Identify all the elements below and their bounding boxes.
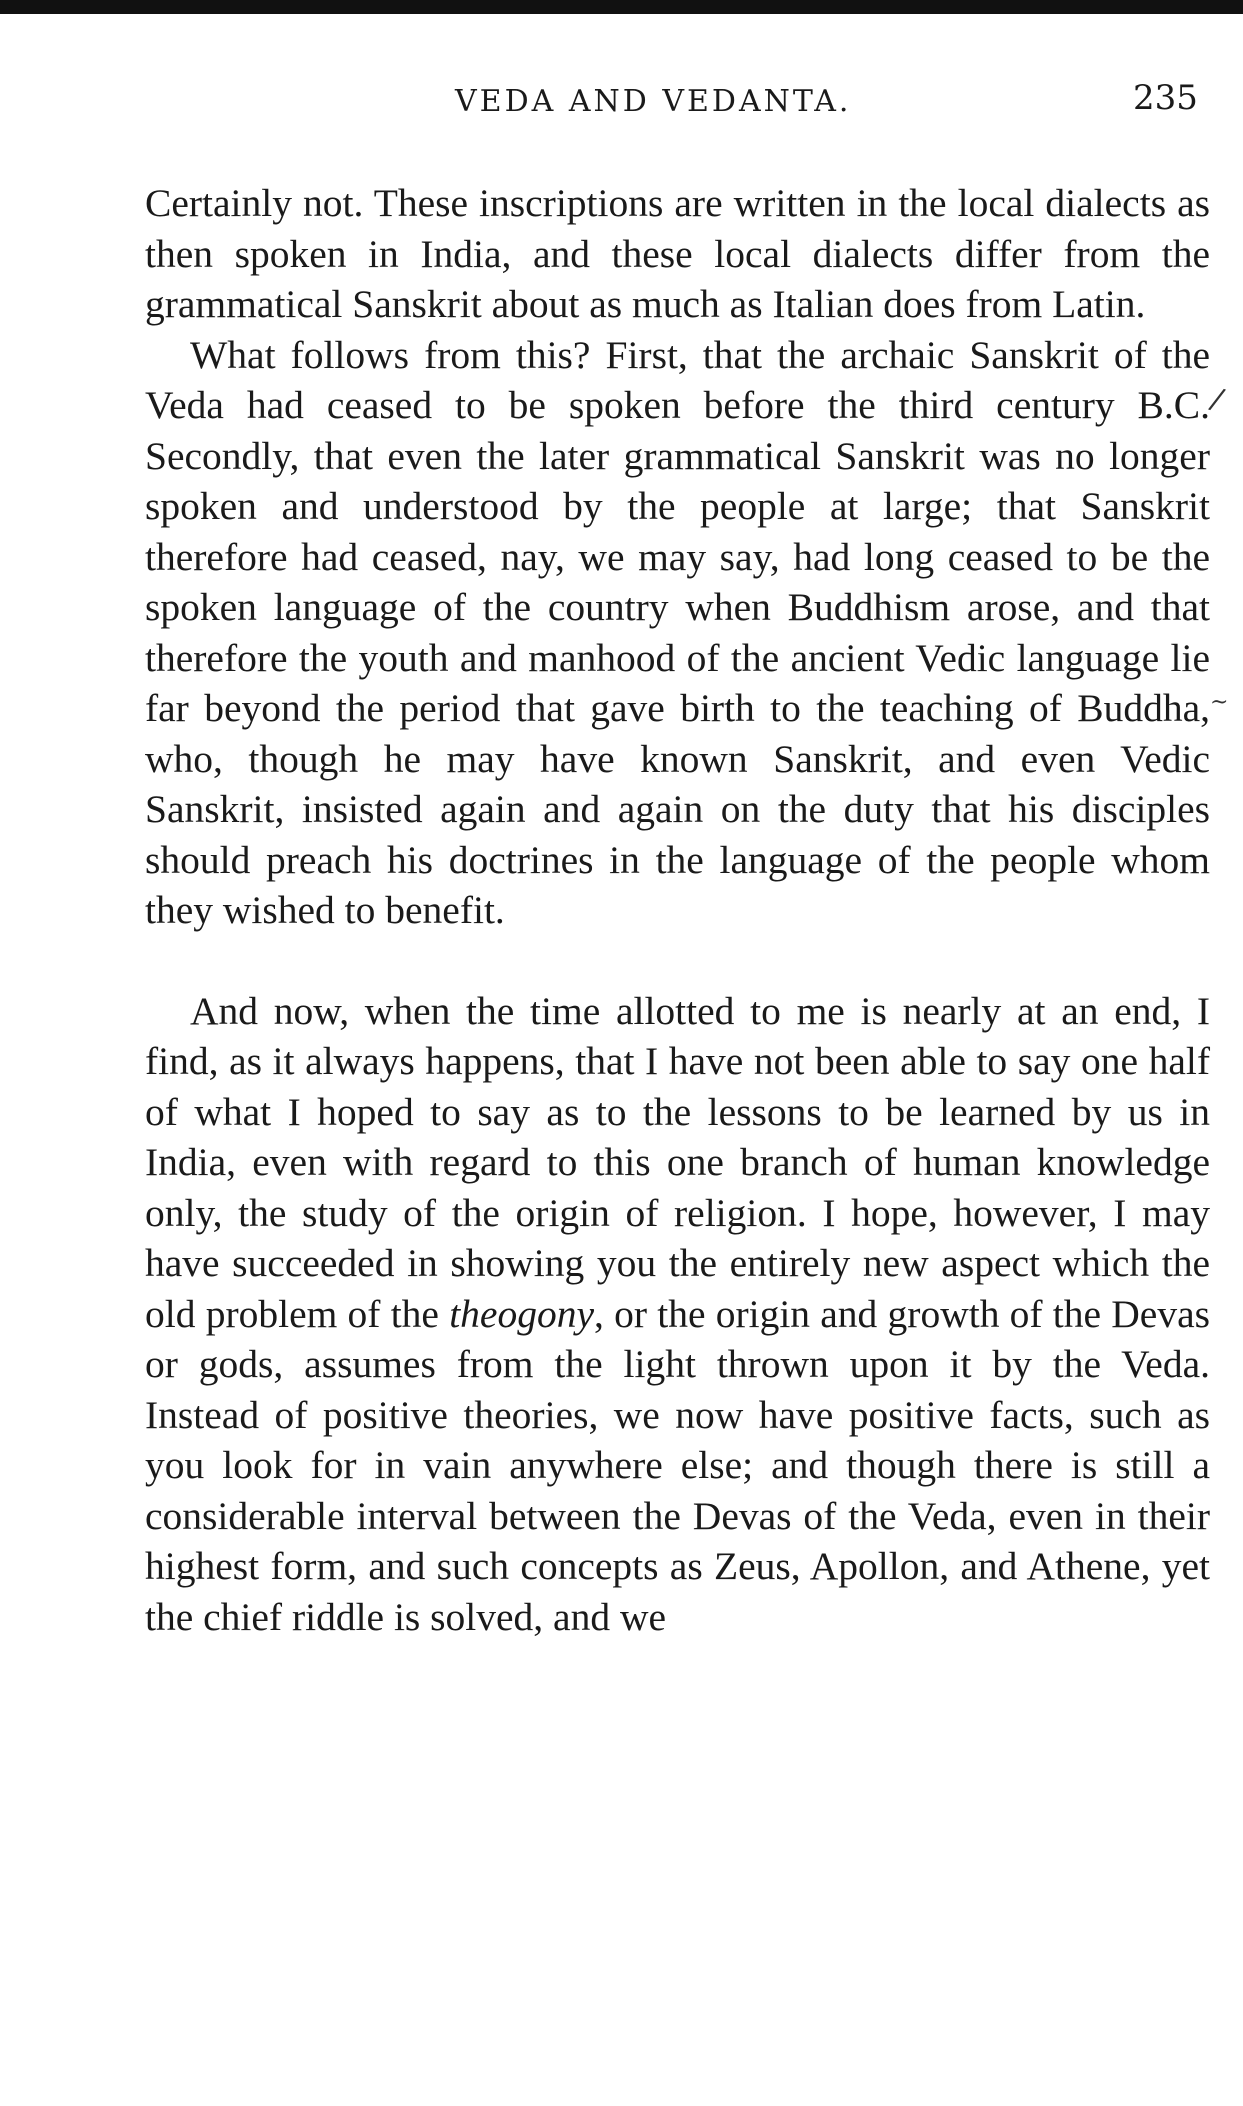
page-number: 235 (1133, 78, 1198, 118)
paragraph-1: Certainly not. These inscriptions are written in the local dialects as then spoken in India, and these local dialects differ from the grammatical Sanskrit about as much as Italian does from Latin. (145, 181, 1210, 326)
paragraph-3 (145, 986, 1210, 1643)
paragraph-2: What follows from this? First, that the archaic Sanskrit of the Veda had ceased to be spoken before the third century B.C. Secondly, that even the later grammatical Sanskrit was no longer spoken and understood by the people at large; that Sanskrit therefore had ceased, nay, we may say, had long ceased to be the spoken language of the country when Buddhism arose, and that therefore the youth and manhood of the ancient Vedic language lie far beyond the period that gave birth to the teaching of Buddha, who, though he may have known Sanskrit, and even Vedic Sanskrit, insisted again and again on the duty that his disciples should preach his doctrines in the language of the people whom they wished to benefit. (145, 332, 1210, 932)
page-body (145, 178, 1210, 1642)
paragraph-3-text-start: And now, when the time allotted to me is nearly at an end, I find, as it always happens, that I have not been able to say one half of what I hoped to say as to the lessons to be learned by us in India, even with regard to this one branch of human knowledge only, the study of the origin of religion. I hope, however, I may have succeeded in showing you the entirely new aspect which the old problem of the (145, 988, 1210, 1336)
running-head-title: VEDA AND VEDANTA. (455, 84, 852, 119)
paragraph-3-text-end: , or the origin and growth of the Devas or gods, assumes from the light thrown upon it by the Veda. Instead of positive theories, we now have positive facts, such as you look for in vain anywhere else; and though there is still a considerable interval between the Devas of the Veda, even in their highest form, and such concepts as Zeus, Apollon, and Athene, yet the chief riddle is solved, and we (145, 1291, 1210, 1639)
running-head (0, 78, 1243, 118)
top-border-rule (0, 0, 1243, 14)
italic-term-theogony: theogony (449, 1291, 594, 1336)
margin-pencil-mark: / (1206, 381, 1228, 418)
margin-pencil-mark: ~ (1210, 690, 1229, 715)
